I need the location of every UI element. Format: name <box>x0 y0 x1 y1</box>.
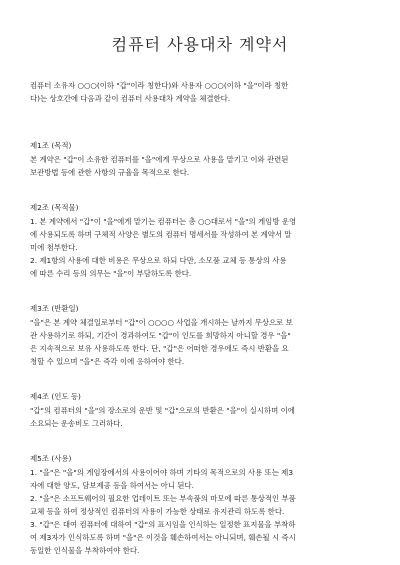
article-heading: 제5조 (사용) <box>30 454 72 463</box>
article-heading: 제4조 (인도 등) <box>30 392 81 401</box>
article-heading: 제3조 (반환일) <box>30 304 79 313</box>
document-title: 컴퓨터 사용대차 계약서 <box>111 35 289 54</box>
article-2 <box>30 201 370 280</box>
article-body: "을"은 본 계약 체결일로부터 "갑"이 ○○○○ 사업을 개시하는 날까지 무상으로 보 관 사용하기로 하되, 기간이 경과하여도 "갑"이 인도를 희망하지 아니할 경우 "을" 은 지속적으로 보유 사용하도록 한다. 단, "갑"은 어떠한 경우에도 즉시 반환을 요 청할 수 있으며 "을"은 즉각 이에 응하여야 한다. <box>30 318 293 366</box>
article-heading: 제2조 (목적물) <box>30 203 79 212</box>
article-body: 1. "을"은 "을"의 게임장에서의 사용이어야 하며 기타의 목적으로의 사용 또는 제3 자에 대한 양도, 담보제공 등을 하여서는 아니 된다. 2. "을"은 소프트웨어의 필요한 업데이트 또는 부속품의 마모에 따른 통상적인 부품 교체 등을 하여 정상적인 컴퓨터의 사용이 가능한 상태로 유지관리 하도록 한다. 3. "갑"은 대여 컴퓨터에 대하여 "갑"의 표시임을 인식하는 일정한 표지물을 부착하 여 제3자가 인식하도록 하며 "을"은 이것을 훼손하여서는 아니되며, 훼손될 시 즉시 동일한 인식물을 부착하여야 한다. <box>30 468 296 555</box>
intro-paragraph: 컴퓨터 소유자 ○○○(이하 "갑"이라 칭한다)와 사용자 ○○○(이하 "을"이라 칭한 다)는 상호간에 다음과 같이 컴퓨터 사용대차 계약을 체결한다. <box>30 81 289 103</box>
article-4 <box>30 390 370 430</box>
article-1 <box>30 139 370 179</box>
article-body: "갑"의 컴퓨터의 "을"의 장소로의 운반 및 "갑"으로의 반환은 "을"이 실시하며 이에 소요되는 운송비도 그러하다. <box>30 406 295 428</box>
article-body: 본 계약은 "갑"이 소유한 컴퓨터를 "을"에게 무상으로 사용을 맡기고 이와 관련된 보관방법 등에 관한 사항의 규율을 목적으로 한다. <box>30 155 289 177</box>
article-3 <box>30 302 370 368</box>
article-body: 1. 본 계약에서 "갑"이 "을"에게 맡기는 컴퓨터는 총 ○○대로서 "을"의 게임방 운영 에 사용되도록 하며 구체적 사양은 별도의 컴퓨터 명세서를 작성하여 본 계약서 말 미에 첨부한다. 2. 제1항의 사용에 대한 비용은 무상으로 하되 다만, 소모품 교체 등 통상의 사용 에 따른 수리 등의 의무는 "을"이 부담하도록 한다. <box>30 217 297 278</box>
article-5 <box>30 452 370 557</box>
article-heading: 제1조 (목적) <box>30 141 72 150</box>
